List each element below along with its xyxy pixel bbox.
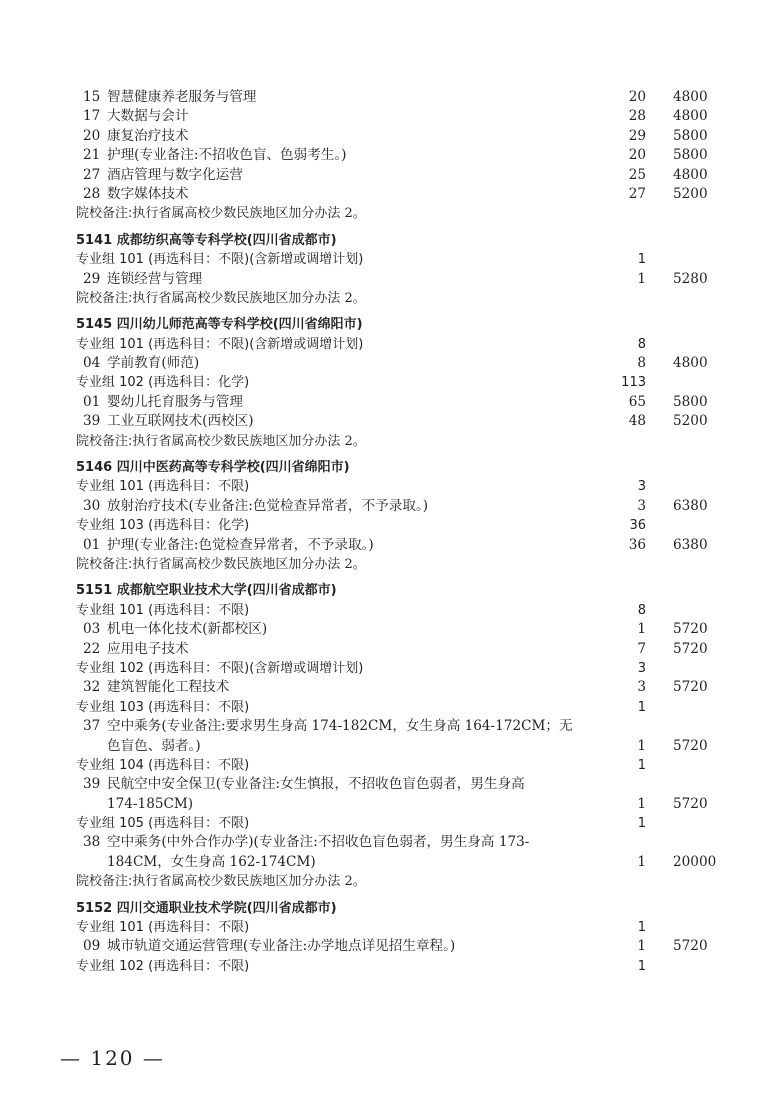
major-name: 空中乘务(中外合作办学)(专业备注:不招收色盲色弱者，男生身高 173- <box>107 834 530 851</box>
row-title <box>83 717 573 756</box>
row-title: 专业组 101 (再选科目：不限) <box>76 920 250 936</box>
major-name: 大数据与会计 <box>107 108 189 125</box>
major-name: 建筑智能化工程技术 <box>107 679 230 696</box>
plan-count: 29 <box>628 127 646 144</box>
row-title <box>83 775 573 814</box>
major-code: 27 <box>83 166 101 183</box>
tuition-fee: 5800 <box>673 393 708 410</box>
major-name: 连锁经营与管理 <box>107 270 203 287</box>
tuition-fee: 4800 <box>673 166 708 183</box>
row-title <box>83 146 346 165</box>
row-title <box>83 127 189 146</box>
note-label: 院校备注: <box>76 556 133 572</box>
plan-count: 1 <box>637 795 646 812</box>
note-body: 执行省属高校少数民族地区加分办法 2。 <box>132 874 366 890</box>
major-row <box>76 88 726 107</box>
major-code: 39 <box>83 776 101 793</box>
group-row <box>76 957 726 976</box>
plan-count: 8 <box>637 602 646 618</box>
note-row <box>76 872 726 891</box>
row-title <box>83 620 267 639</box>
plan-count: 1 <box>637 737 646 754</box>
plan-count: 3 <box>637 497 646 514</box>
major-code: 28 <box>83 185 101 202</box>
major-row <box>76 166 726 185</box>
major-name: 酒店管理与数字化运营 <box>107 166 243 183</box>
plan-count: 113 <box>621 375 646 391</box>
major-code: 22 <box>83 640 101 657</box>
plan-count: 20 <box>628 147 646 164</box>
major-row <box>76 127 726 146</box>
row-title <box>83 270 202 289</box>
institution-row <box>76 458 726 477</box>
major-code: 17 <box>83 108 101 125</box>
admission-plan-list <box>76 88 726 976</box>
tuition-fee: 5800 <box>673 147 708 164</box>
plan-count: 25 <box>628 166 646 183</box>
row-title: 专业组 104 (再选科目：不限) <box>76 757 250 773</box>
major-row <box>76 833 726 872</box>
major-row <box>76 107 726 126</box>
major-name: 智慧健康养老服务与管理 <box>107 89 257 105</box>
tuition-fee: 5720 <box>673 679 708 696</box>
row-title <box>83 640 189 659</box>
major-name: 城市轨道交通运营管理(专业备注:办学地点详见招生章程。) <box>107 938 456 955</box>
group-row <box>76 814 726 833</box>
major-code: 21 <box>83 147 101 164</box>
major-code: 01 <box>83 393 101 410</box>
row-title: 专业组 102 (再选科目：化学) <box>76 375 250 391</box>
tuition-fee: 4800 <box>673 355 708 372</box>
note-label: 院校备注: <box>76 874 133 890</box>
major-row <box>76 185 726 204</box>
major-code: 30 <box>83 497 101 514</box>
plan-count: 1 <box>637 621 646 638</box>
plan-count: 1 <box>637 853 646 870</box>
tuition-fee: 5720 <box>673 938 708 955</box>
plan-count: 36 <box>628 536 646 553</box>
major-code: 15 <box>83 89 101 105</box>
plan-count: 8 <box>637 336 646 352</box>
row-title: 专业组 103 (再选科目：不限) <box>76 699 250 715</box>
group-row <box>76 477 726 496</box>
major-row <box>76 717 726 756</box>
major-row <box>76 497 726 516</box>
plan-count: 1 <box>637 920 646 936</box>
note-label: 院校备注: <box>76 290 133 306</box>
major-name: 空中乘务(专业备注:要求男生身高 174-182CM，女生身高 164-172CM；无 <box>107 718 573 735</box>
note-text <box>76 555 366 574</box>
major-name: 学前教育(师范) <box>107 355 200 372</box>
institution-row <box>76 231 726 250</box>
group-row <box>76 601 726 620</box>
tuition-fee: 5280 <box>673 270 708 287</box>
note-body: 执行省属高校少数民族地区加分办法 2。 <box>132 556 366 572</box>
major-name-continued: 184CM，女生身高 162-174CM) <box>107 853 316 870</box>
plan-count: 36 <box>629 518 646 534</box>
plan-count: 8 <box>637 355 646 372</box>
row-title: 专业组 101 (再选科目：不限) <box>76 602 250 618</box>
note-row <box>76 204 726 223</box>
row-title <box>83 107 189 126</box>
major-code: 20 <box>83 127 101 144</box>
row-title: 专业组 102 (再选科目：不限) <box>76 958 250 974</box>
group-row <box>76 516 726 535</box>
row-title: 5151 成都航空职业技术大学(四川省成都市) <box>76 583 337 599</box>
note-body: 执行省属高校少数民族地区加分办法 2。 <box>132 433 366 449</box>
major-row <box>76 678 726 697</box>
row-title <box>83 354 199 373</box>
tuition-fee: 5200 <box>673 185 708 202</box>
row-title <box>83 833 573 872</box>
major-code: 04 <box>83 355 101 372</box>
tuition-fee: 5720 <box>673 640 708 657</box>
major-name: 护理(专业备注:色觉检查异常者，不予录取。) <box>107 536 374 553</box>
group-row <box>76 918 726 937</box>
major-row <box>76 536 726 555</box>
plan-count: 20 <box>628 89 646 105</box>
tuition-fee: 5200 <box>673 413 708 430</box>
row-title <box>83 937 455 956</box>
tuition-fee: 6380 <box>673 536 708 553</box>
institution-row <box>76 899 726 918</box>
row-title: 专业组 102 (再选科目：不限)(含新增或调增计划) <box>76 660 364 676</box>
tuition-fee: 5720 <box>673 737 708 754</box>
major-code: 39 <box>83 413 101 430</box>
major-code: 03 <box>83 621 101 638</box>
tuition-fee: 5800 <box>673 127 708 144</box>
major-name: 应用电子技术 <box>107 640 189 657</box>
institution-row <box>76 581 726 600</box>
row-title: 专业组 101 (再选科目：不限)(含新增或调增计划) <box>76 252 364 268</box>
plan-count: 27 <box>628 185 646 202</box>
row-title: 5141 成都纺织高等专科学校(四川省成都市) <box>76 232 337 248</box>
major-name: 婴幼儿托育服务与管理 <box>107 393 243 410</box>
note-body: 执行省属高校少数民族地区加分办法 2。 <box>132 290 366 306</box>
plan-count: 65 <box>628 393 646 410</box>
plan-count: 1 <box>637 958 646 974</box>
major-row <box>76 393 726 412</box>
tuition-fee: 5720 <box>673 795 708 812</box>
row-title: 5145 四川幼儿师范高等专科学校(四川省绵阳市) <box>76 317 363 333</box>
note-text <box>76 432 366 451</box>
row-title: 专业组 101 (再选科目：不限) <box>76 479 250 495</box>
tuition-fee: 5720 <box>673 621 708 638</box>
row-title <box>83 166 243 185</box>
note-label: 院校备注: <box>76 433 133 449</box>
major-row <box>76 640 726 659</box>
row-title: 专业组 103 (再选科目：化学) <box>76 518 250 534</box>
major-name: 民航空中安全保卫(专业备注:女生慎报，不招收色盲色弱者，男生身高 <box>107 776 525 793</box>
plan-count: 48 <box>628 413 646 430</box>
major-name: 放射治疗技术(专业备注:色觉检查异常者，不予录取。) <box>107 497 429 514</box>
plan-count: 28 <box>628 108 646 125</box>
group-row <box>76 698 726 717</box>
major-name: 机电一体化技术(新都校区) <box>107 621 268 638</box>
major-row <box>76 270 726 289</box>
major-code: 37 <box>83 718 101 735</box>
row-title <box>83 88 257 107</box>
major-code: 32 <box>83 679 101 696</box>
major-name: 数字媒体技术 <box>107 185 189 202</box>
note-body: 执行省属高校少数民族地区加分办法 2。 <box>132 206 366 222</box>
note-row <box>76 432 726 451</box>
plan-count: 1 <box>637 699 646 715</box>
plan-count: 3 <box>637 479 646 495</box>
note-text <box>76 872 366 891</box>
major-row <box>76 146 726 165</box>
note-text <box>76 204 366 223</box>
major-name: 工业互联网技术(西校区) <box>107 413 254 430</box>
row-title: 5146 四川中医药高等专科学校(四川省绵阳市) <box>76 460 350 476</box>
plan-count: 1 <box>637 938 646 955</box>
group-row <box>76 659 726 678</box>
row-title <box>83 678 229 697</box>
note-text <box>76 289 366 308</box>
major-name: 护理(专业备注:不招收色盲、色弱考生。) <box>107 147 347 164</box>
group-row <box>76 756 726 775</box>
institution-row <box>76 315 726 334</box>
tuition-fee: 4800 <box>673 89 708 105</box>
major-row <box>76 937 726 956</box>
major-code: 38 <box>83 834 101 851</box>
row-title: 专业组 101 (再选科目：不限)(含新增或调增计划) <box>76 336 364 352</box>
major-row <box>76 775 726 814</box>
major-name-continued: 色盲色、弱者。) <box>107 737 201 754</box>
tuition-fee: 6380 <box>673 497 708 514</box>
major-row <box>76 620 726 639</box>
major-row <box>76 354 726 373</box>
major-name: 康复治疗技术 <box>107 127 189 144</box>
major-name-continued: 174-185CM) <box>107 795 194 812</box>
tuition-fee: 4800 <box>673 108 708 125</box>
group-row <box>76 335 726 354</box>
row-title <box>83 393 243 412</box>
row-title <box>83 185 189 204</box>
plan-count: 1 <box>637 816 646 832</box>
plan-count: 1 <box>637 757 646 773</box>
tuition-fee: 20000 <box>673 853 717 870</box>
plan-count: 1 <box>637 252 646 268</box>
plan-count: 3 <box>637 660 646 676</box>
major-code: 01 <box>83 536 101 553</box>
major-row <box>76 412 726 431</box>
page-number: — 120 — <box>60 1046 165 1070</box>
row-title: 5152 四川交通职业技术学院(四川省成都市) <box>76 900 337 916</box>
major-code: 09 <box>83 938 101 955</box>
note-label: 院校备注: <box>76 206 133 222</box>
plan-count: 3 <box>637 679 646 696</box>
group-row <box>76 250 726 269</box>
group-row <box>76 373 726 392</box>
row-title <box>83 497 428 516</box>
note-row <box>76 289 726 308</box>
plan-count: 1 <box>637 270 646 287</box>
row-title <box>83 412 254 431</box>
row-title <box>83 536 374 555</box>
note-row <box>76 555 726 574</box>
plan-count: 7 <box>637 640 646 657</box>
row-title: 专业组 105 (再选科目：不限) <box>76 816 250 832</box>
major-code: 29 <box>83 270 101 287</box>
